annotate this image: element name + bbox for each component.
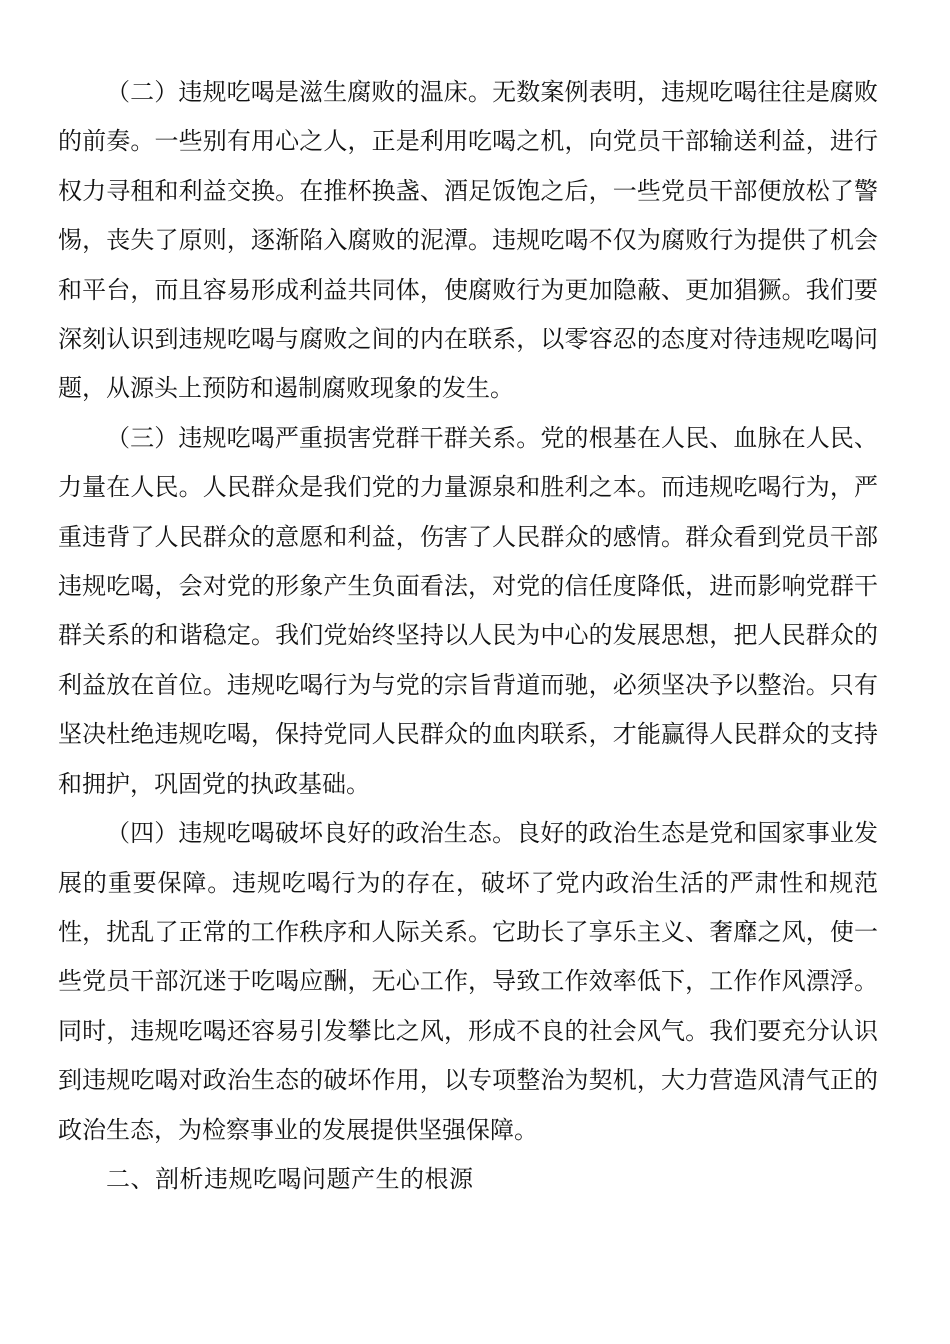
document-body [58,68,878,1204]
section-heading-2: 二、剖析违规吃喝问题产生的根源 [106,1164,474,1193]
paragraph-section-3: （三）违规吃喝严重损害党群干群关系。党的根基在人民、血脉在人民、力量在人民。人民群众是我们党的力量源泉和胜利之本。而违规吃喝行为，严重违背了人民群众的意愿和利益，伤害了人民群众的感情。群众看到党员干部违规吃喝，会对党的形象产生负面看法，对党的信任度降低，进而影响党群干群关系的和谐稳定。我们党始终坚持以人民为中心的发展思想，把人民群众的利益放在首位。违规吃喝行为与党的宗旨背道而驰，必须坚决予以整治。只有坚决杜绝违规吃喝，保持党同人民群众的血肉联系，才能赢得人民群众的支持和拥护，巩固党的执政基础。 [58,423,878,798]
paragraph-section-2: （二）违规吃喝是滋生腐败的温床。无数案例表明，违规吃喝往往是腐败的前奏。一些别有用心之人，正是利用吃喝之机，向党员干部输送利益，进行权力寻租和利益交换。在推杯换盏、酒足饭饱之后，一些党员干部便放松了警惕，丧失了原则，逐渐陷入腐败的泥潭。违规吃喝不仅为腐败行为提供了机会和平台，而且容易形成利益共同体，使腐败行为更加隐蔽、更加猖獗。我们要深刻认识到违规吃喝与腐败之间的内在联系，以零容忍的态度对待违规吃喝问题，从源头上预防和遏制腐败现象的发生。 [58,78,878,403]
paragraph-section-4: （四）违规吃喝破坏良好的政治生态。良好的政治生态是党和国家事业发展的重要保障。违规吃喝行为的存在，破坏了党内政治生活的严肃性和规范性，扰乱了正常的工作秩序和人际关系。它助长了享乐主义、奢靡之风，使一些党员干部沉迷于吃喝应酬，无心工作，导致工作效率低下，工作作风漂浮。同时，违规吃喝还容易引发攀比之风，形成不良的社会风气。我们要充分认识到违规吃喝对政治生态的破坏作用，以专项整治为契机，大力营造风清气正的政治生态，为检察事业的发展提供坚强保障。 [58,819,878,1144]
